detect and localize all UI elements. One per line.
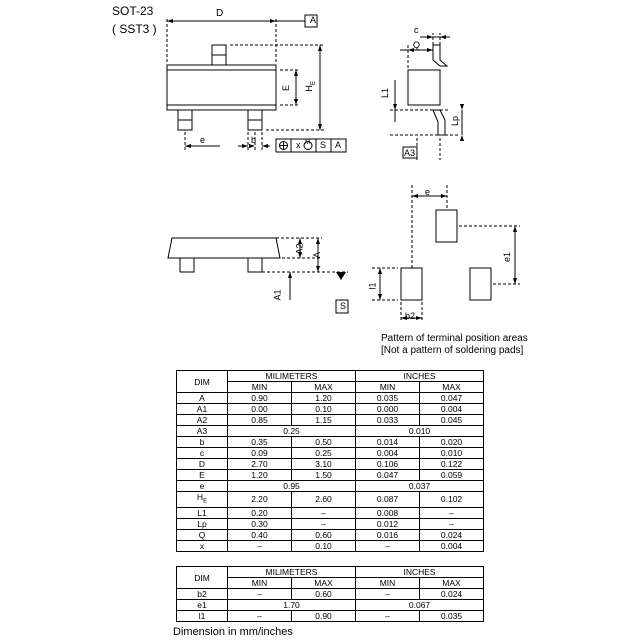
table-row — [177, 611, 484, 622]
in-min-value: 0.014 — [356, 437, 420, 448]
dim-symbol — [177, 448, 228, 459]
side-view-body — [408, 70, 440, 105]
label-tol-a: A — [335, 140, 342, 150]
in-max-header: MAX — [420, 382, 484, 393]
dim-symbol — [177, 600, 228, 611]
table-row — [177, 507, 484, 518]
label-datum-a: A — [309, 15, 316, 25]
dim-symbol — [177, 481, 228, 492]
in-max-value: – — [420, 518, 484, 529]
dim-symbol-text: A1 — [196, 404, 208, 414]
table-row — [177, 470, 484, 481]
table-row — [177, 415, 484, 426]
in-value: 0.037 — [356, 481, 484, 492]
label-pattern-e: e — [425, 187, 431, 197]
pattern-pad-2 — [470, 268, 491, 300]
table-header-row — [177, 567, 484, 578]
mm-min-header: MIN — [228, 382, 292, 393]
mm-max-value: 1.20 — [292, 393, 356, 404]
mm-min-value: 2.20 — [228, 492, 292, 508]
label-tol-x: x — [296, 140, 301, 150]
mm-max-header: MAX — [292, 382, 356, 393]
pattern-caption-line2: [Not a pattern of soldering pads] — [381, 345, 524, 356]
mm-min-value: 2.70 — [228, 459, 292, 470]
in-max-value: 0.024 — [420, 589, 484, 600]
mm-max-value: – — [292, 507, 356, 518]
dim-header: DIM — [177, 371, 228, 393]
in-max-value: 0.004 — [420, 404, 484, 415]
dim-symbol — [177, 415, 228, 426]
front-lead-1 — [180, 258, 194, 272]
dim-symbol-subscript: E — [203, 498, 208, 505]
in-min-header: MIN — [356, 382, 420, 393]
in-max-value: 0.024 — [420, 529, 484, 540]
in-max-value: – — [420, 507, 484, 518]
dim-symbol-text: Lp — [197, 518, 207, 529]
label-d: D — [216, 8, 224, 19]
table-row — [177, 518, 484, 529]
dim-symbol — [177, 470, 228, 481]
mm-value: 0.95 — [228, 481, 356, 492]
dim-symbol — [177, 393, 228, 404]
pattern-caption — [381, 333, 528, 357]
dim-symbol-text: c — [199, 448, 205, 458]
table-row — [177, 492, 484, 508]
in-max-header: MAX — [420, 578, 484, 589]
label-l1-pattern: l1 — [367, 282, 378, 290]
in-value: 0.010 — [356, 426, 484, 437]
table-row — [177, 393, 484, 404]
in-min-value: 0.016 — [356, 529, 420, 540]
in-max-value: 0.122 — [420, 459, 484, 470]
mm-max-value: 0.25 — [292, 448, 356, 459]
label-lp: Lp — [450, 115, 461, 127]
dim-symbol — [177, 518, 228, 529]
label-q: Q — [413, 40, 421, 50]
dimension-table — [176, 370, 484, 552]
in-max-value: 0.102 — [420, 492, 484, 508]
dim-symbol — [177, 507, 228, 518]
table-row — [177, 448, 484, 459]
dim-symbol — [177, 589, 228, 600]
dim-symbol-text: b2 — [197, 589, 207, 599]
dim-symbol-text: D — [198, 459, 206, 469]
mm-min-value: 0.30 — [228, 518, 292, 529]
pattern-caption-line1: Pattern of terminal position areas — [381, 333, 528, 344]
in-min-value: 0.106 — [356, 459, 420, 470]
dim-symbol-text: H — [196, 492, 204, 502]
mm-value: 0.25 — [228, 426, 356, 437]
dim-symbol-text: E — [199, 470, 205, 480]
label-b2: b2 — [405, 311, 416, 321]
mm-max-value: 1.15 — [292, 415, 356, 426]
mm-min-value: 0.35 — [228, 437, 292, 448]
in-min-value: – — [356, 611, 420, 622]
dim-symbol — [177, 540, 228, 551]
side-lead-top — [433, 45, 447, 66]
table-row — [177, 600, 484, 611]
mm-max-value: 0.10 — [292, 404, 356, 415]
table-row — [177, 437, 484, 448]
mm-value: 1.70 — [228, 600, 356, 611]
dim-symbol-text: Q — [198, 529, 206, 540]
package-name: SOT-23 — [112, 4, 154, 18]
in-max-value: 0.010 — [420, 448, 484, 459]
in-min-value: – — [356, 589, 420, 600]
top-view-body — [167, 65, 276, 110]
millimeters-header: MILIMETERS — [228, 371, 356, 382]
label-e-body: E — [281, 84, 292, 92]
label-a3: A3 — [404, 148, 416, 158]
label-c: c — [414, 25, 419, 35]
mm-min-value: 0.85 — [228, 415, 292, 426]
pattern-dimension-table — [176, 566, 484, 622]
front-view-body — [168, 238, 280, 258]
pattern-pad-3 — [436, 210, 457, 242]
dim-symbol — [177, 459, 228, 470]
footnote: Dimension in mm/inches — [173, 626, 293, 638]
pattern-pad-1 — [401, 268, 422, 300]
in-max-value: 0.020 — [420, 437, 484, 448]
mm-max-value: 1.50 — [292, 470, 356, 481]
inches-header: INCHES — [356, 371, 484, 382]
table-row — [177, 481, 484, 492]
mm-max-value: 0.90 — [292, 611, 356, 622]
dim-symbol — [177, 611, 228, 622]
in-min-value: 0.008 — [356, 507, 420, 518]
in-min-value: 0.087 — [356, 492, 420, 508]
mm-min-value: 0.09 — [228, 448, 292, 459]
label-b: b — [251, 135, 257, 145]
label-e1: e1 — [502, 251, 513, 263]
dim-header: DIM — [177, 567, 228, 589]
package-alias: ( SST3 ) — [112, 22, 157, 36]
dim-symbol-text: x — [199, 540, 205, 551]
mm-min-value: – — [228, 611, 292, 622]
front-lead-2 — [248, 258, 262, 272]
table-row — [177, 529, 484, 540]
mm-min-header: MIN — [228, 578, 292, 589]
table-row — [177, 426, 484, 437]
label-tol-m: M — [305, 140, 310, 146]
mm-max-value: 0.10 — [292, 540, 356, 551]
label-l1: L1 — [380, 87, 391, 99]
inches-header: INCHES — [356, 567, 484, 578]
mm-max-header: MAX — [292, 578, 356, 589]
mm-max-value: 2.60 — [292, 492, 356, 508]
dim-symbol-text: L1 — [197, 507, 207, 518]
mm-max-value: – — [292, 518, 356, 529]
label-he: $H_E$ — [303, 81, 317, 92]
table-header-row — [177, 371, 484, 382]
dim-symbol-text: e — [199, 481, 205, 491]
in-value: 0.067 — [356, 600, 484, 611]
dim-symbol — [177, 492, 228, 508]
mm-min-value: 0.20 — [228, 507, 292, 518]
label-a2: A2 — [294, 243, 305, 255]
in-max-value: 0.045 — [420, 415, 484, 426]
table-row — [177, 540, 484, 551]
in-min-value: 0.033 — [356, 415, 420, 426]
dim-symbol-text: A — [199, 393, 205, 403]
dim-symbol-text: b — [199, 437, 205, 447]
table-row — [177, 459, 484, 470]
label-tol-s: S — [320, 140, 327, 150]
dim-symbol — [177, 404, 228, 415]
mm-min-value: 0.00 — [228, 404, 292, 415]
in-min-value: 0.012 — [356, 518, 420, 529]
in-max-value: 0.047 — [420, 393, 484, 404]
dim-symbol — [177, 437, 228, 448]
in-max-value: 0.035 — [420, 611, 484, 622]
dim-symbol-text: A2 — [196, 415, 208, 425]
in-max-value: 0.059 — [420, 470, 484, 481]
in-max-value: 0.004 — [420, 540, 484, 551]
millimeters-header: MILIMETERS — [228, 567, 356, 578]
in-min-value: 0.047 — [356, 470, 420, 481]
dim-symbol-text: l1 — [198, 611, 206, 621]
mm-max-value: 0.50 — [292, 437, 356, 448]
label-e-pitch: e — [200, 135, 206, 145]
label-a1: A1 — [272, 289, 283, 301]
mm-min-value: 0.90 — [228, 393, 292, 404]
in-min-value: – — [356, 540, 420, 551]
label-datum-s: S — [339, 301, 346, 311]
mm-min-value: – — [228, 589, 292, 600]
dim-symbol — [177, 426, 228, 437]
mm-min-value: 0.40 — [228, 529, 292, 540]
mm-min-value: 1.20 — [228, 470, 292, 481]
mm-max-value: 3.10 — [292, 459, 356, 470]
table-row — [177, 404, 484, 415]
in-min-header: MIN — [356, 578, 420, 589]
side-lead-bottom — [433, 110, 445, 135]
table-row — [177, 589, 484, 600]
mm-max-value: 0.60 — [292, 529, 356, 540]
dim-symbol — [177, 529, 228, 540]
in-min-value: 0.004 — [356, 448, 420, 459]
seating-plane-marker — [336, 272, 346, 280]
dim-symbol-text: A3 — [196, 426, 208, 436]
label-a: A — [312, 251, 323, 259]
in-min-value: 0.035 — [356, 393, 420, 404]
dim-symbol-text: e1 — [197, 600, 207, 610]
mm-min-value: – — [228, 540, 292, 551]
mm-max-value: 0.60 — [292, 589, 356, 600]
in-min-value: 0.000 — [356, 404, 420, 415]
